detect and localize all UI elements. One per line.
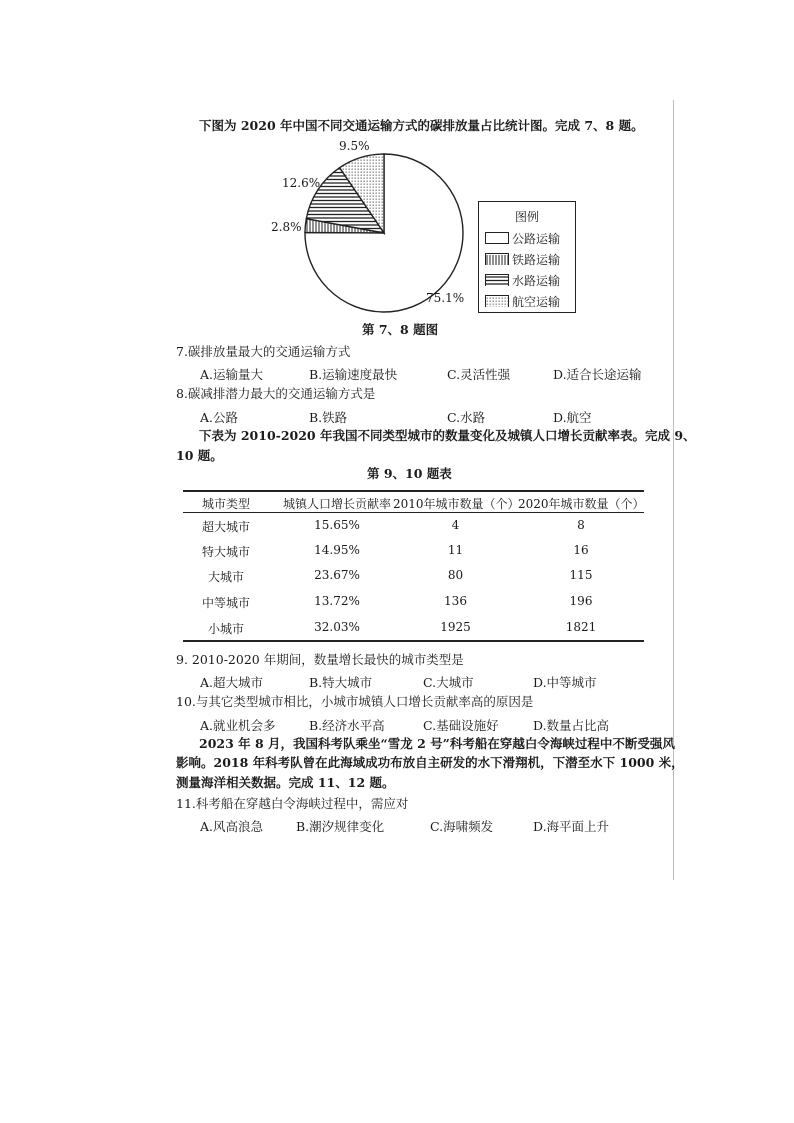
legend-label-air: 航空运输 bbox=[512, 294, 561, 309]
cell-2020: 8 bbox=[577, 518, 585, 532]
q10-stem: 10.与其它类型城市相比，小城市城镇人口增长贡献率高的原因是 bbox=[176, 694, 534, 709]
cell-type: 大城市 bbox=[207, 570, 244, 584]
intro-11-12-line3: 测量海洋相关数据。完成 11、12 题。 bbox=[176, 775, 395, 790]
cell-2020: 115 bbox=[569, 568, 593, 582]
q7-option-a[interactable]: A.运输量大 bbox=[200, 367, 264, 382]
cell-2020: 1821 bbox=[565, 620, 597, 634]
cell-type: 特大城市 bbox=[201, 545, 250, 559]
q8-stem: 8.碳减排潜力最大的交通运输方式是 bbox=[176, 386, 376, 401]
legend-item-air bbox=[485, 294, 560, 308]
table-row bbox=[183, 620, 644, 640]
q10-option-b[interactable]: B.经济水平高 bbox=[309, 718, 385, 733]
cell-type: 超大城市 bbox=[201, 520, 250, 534]
cell-2010: 11 bbox=[447, 543, 464, 557]
table-row bbox=[183, 543, 644, 563]
q10-option-a[interactable]: A.就业机会多 bbox=[200, 718, 276, 733]
table-title: 第 9、10 题表 bbox=[367, 466, 452, 481]
pie-label-water: 12.6% bbox=[282, 176, 321, 190]
q11-option-d[interactable]: D.海平面上升 bbox=[533, 819, 610, 834]
table-row bbox=[183, 518, 644, 538]
q9-option-c[interactable]: C.大城市 bbox=[423, 675, 474, 690]
intro-9-10-line2: 10 题。 bbox=[176, 448, 223, 463]
cell-contribution: 14.95% bbox=[314, 543, 360, 557]
legend-item-road bbox=[485, 231, 560, 245]
cell-contribution: 23.67% bbox=[314, 568, 360, 582]
intro-11-12-line2: 影响。2018 年科考队曾在此海域成功布放自主研发的水下滑翔机，下潜至水下 1000 米， bbox=[176, 755, 684, 770]
q9-option-d[interactable]: D.中等城市 bbox=[533, 675, 597, 690]
legend-label-road: 公路运输 bbox=[512, 231, 561, 246]
cell-2010: 80 bbox=[447, 568, 464, 582]
pie-label-rail: 2.8% bbox=[271, 220, 302, 234]
q8-option-d[interactable]: D.航空 bbox=[553, 410, 592, 425]
cell-2010: 136 bbox=[444, 594, 467, 608]
th-contribution: 城镇人口增长贡献率 bbox=[282, 497, 391, 511]
q7-option-d[interactable]: D.适合长途运输 bbox=[553, 367, 642, 382]
table-header-rule bbox=[183, 512, 644, 513]
cell-type: 中等城市 bbox=[201, 596, 250, 610]
q7-option-b[interactable]: B.运输速度最快 bbox=[309, 367, 398, 382]
legend-item-rail bbox=[485, 252, 560, 266]
table-top-rule bbox=[183, 490, 644, 492]
cell-contribution: 32.03% bbox=[314, 620, 360, 634]
legend-label-rail: 铁路运输 bbox=[512, 252, 561, 267]
q7-option-c[interactable]: C.灵活性强 bbox=[447, 367, 511, 382]
legend-swatch-air bbox=[485, 295, 509, 307]
legend-item-water bbox=[485, 273, 560, 287]
table-row bbox=[183, 568, 644, 588]
q7-stem: 7.碳排放量最大的交通运输方式 bbox=[176, 344, 351, 359]
legend-swatch-water bbox=[485, 274, 509, 286]
legend-swatch-rail bbox=[485, 253, 509, 265]
cell-2020: 196 bbox=[569, 594, 593, 608]
cell-contribution: 13.72% bbox=[314, 594, 360, 608]
legend-title: 图例 bbox=[514, 210, 539, 224]
q8-option-b[interactable]: B.铁路 bbox=[309, 410, 348, 425]
cell-type: 小城市 bbox=[207, 622, 244, 636]
q10-option-d[interactable]: D.数量占比高 bbox=[533, 718, 610, 733]
q9-option-b[interactable]: B.特大城市 bbox=[309, 675, 373, 690]
th-2010-count: 2010年城市数量（个） bbox=[393, 497, 520, 511]
cell-2010: 4 bbox=[451, 518, 460, 532]
th-city-type: 城市类型 bbox=[201, 497, 250, 511]
q9-option-a[interactable]: A.超大城市 bbox=[200, 675, 264, 690]
cell-contribution: 15.65% bbox=[314, 518, 360, 532]
legend-label-water: 水路运输 bbox=[512, 273, 561, 288]
legend-swatch-road bbox=[485, 232, 509, 244]
cell-2010: 1925 bbox=[440, 620, 471, 634]
intro-9-10-line1: 下表为 2010-2020 年我国不同类型城市的数量变化及城镇人口增长贡献率表。完成 9、 bbox=[199, 428, 696, 443]
q9-stem: 9. 2010-2020 年期间，数量增长最快的城市类型是 bbox=[176, 652, 464, 667]
q11-option-c[interactable]: C.海啸频发 bbox=[430, 819, 494, 834]
table-row bbox=[183, 594, 644, 614]
intro-11-12-line1: 2023 年 8 月，我国科考队乘坐“雪龙 2 号”科考船在穿越白令海峡过程中不断受强风 bbox=[199, 736, 675, 751]
th-2020-count: 2020年城市数量（个） bbox=[518, 497, 645, 511]
cell-2020: 16 bbox=[573, 543, 589, 557]
q11-stem: 11.科考船在穿越白令海峡过程中，需应对 bbox=[176, 796, 409, 811]
pie-label-air: 9.5% bbox=[339, 139, 370, 153]
intro-7-8: 下图为 2020 年中国不同交通运输方式的碳排放量占比统计图。完成 7、8 题。 bbox=[199, 118, 644, 133]
pie-legend bbox=[478, 201, 576, 313]
q11-option-b[interactable]: B.潮汐规律变化 bbox=[296, 819, 385, 834]
q11-option-a[interactable]: A.风高浪急 bbox=[200, 819, 264, 834]
table-bottom-rule bbox=[183, 640, 644, 642]
pie-label-road: 75.1% bbox=[426, 291, 465, 305]
q8-option-c[interactable]: C.水路 bbox=[447, 410, 486, 425]
figure-caption: 第 7、8 题图 bbox=[362, 322, 439, 337]
q10-option-c[interactable]: C.基础设施好 bbox=[423, 718, 499, 733]
q8-option-a[interactable]: A.公路 bbox=[200, 410, 239, 425]
